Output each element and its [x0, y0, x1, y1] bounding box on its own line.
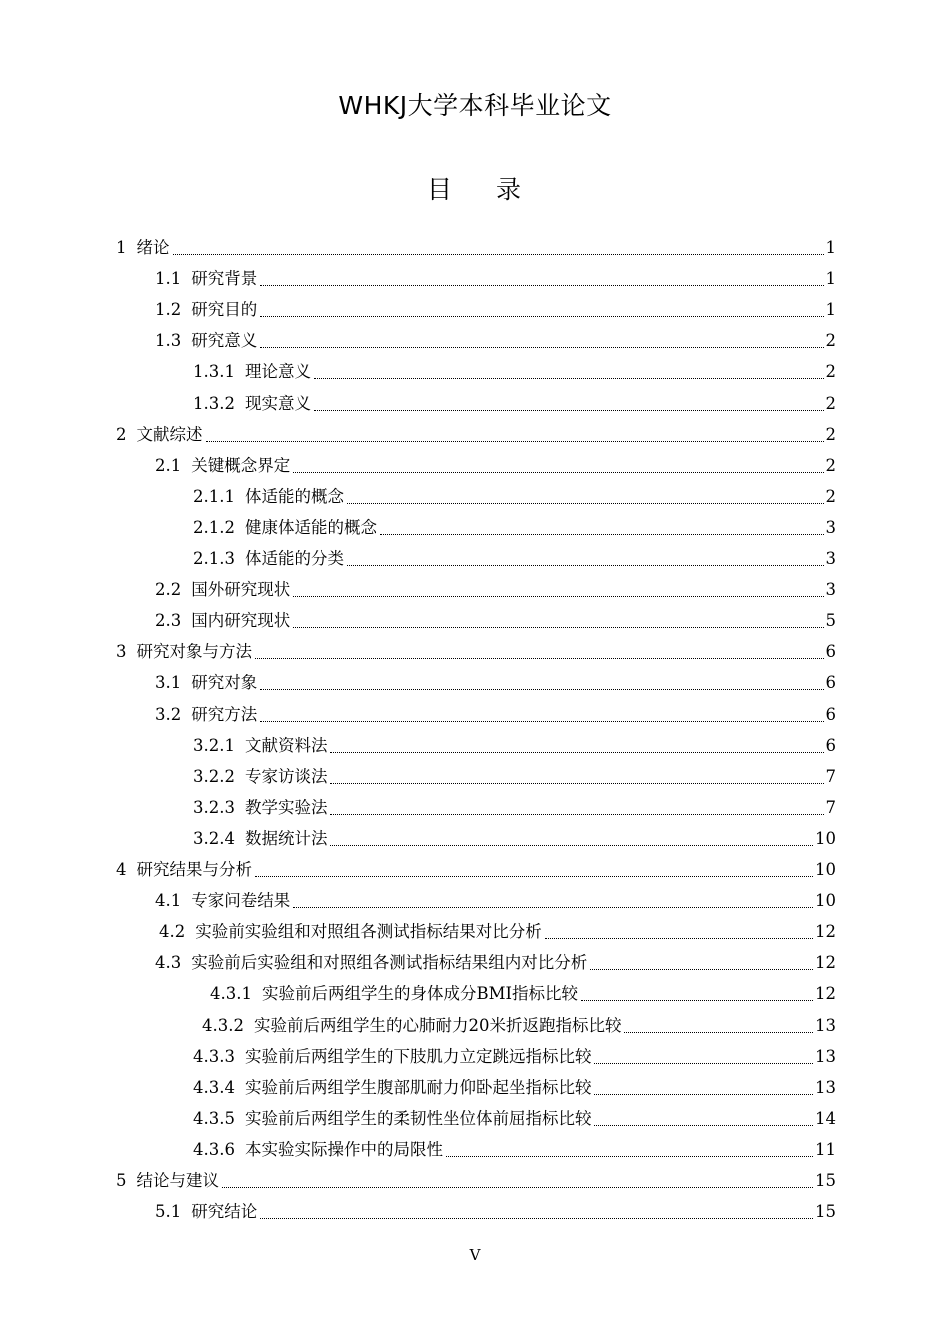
toc-entry-page: 12: [815, 922, 836, 942]
toc-entry-title: 绪论: [136, 238, 170, 257]
toc-entry-text: [155, 452, 291, 480]
toc-entry-text: [193, 483, 345, 511]
toc-entry-number: 4.3.3: [193, 1046, 235, 1066]
toc-entry-title: 研究目的: [191, 300, 258, 320]
toc-entry-text: [210, 980, 579, 1008]
toc-dot-leader: [255, 876, 813, 877]
toc-dot-leader: [260, 347, 823, 348]
toc-dot-leader: [293, 627, 823, 628]
toc-dot-leader: [594, 1094, 813, 1095]
toc-heading: [0, 170, 950, 206]
toc-entry-number: 1.2: [155, 300, 182, 320]
toc-entry-title: 文献综述: [136, 424, 203, 444]
toc-dot-leader: [260, 689, 823, 690]
toc-entry-number: 4: [116, 860, 127, 879]
toc-dot-leader: [594, 1125, 813, 1126]
toc-entry-text: [116, 1167, 220, 1195]
toc-entry-text: [159, 918, 543, 946]
toc-entry-text: [155, 949, 588, 977]
toc-dot-leader: [347, 503, 824, 504]
toc-dot-leader: [314, 378, 824, 379]
toc-dot-leader: [293, 472, 823, 473]
toc-entry-number: 2.1: [155, 455, 182, 475]
toc-entry-number: 2.3: [155, 611, 182, 631]
toc-entry-page: 5: [825, 611, 836, 631]
toc-entry-text: [193, 1136, 444, 1164]
toc-entry-number: 2.2: [155, 580, 182, 600]
toc-entry-title: 实验前后两组学生的柔韧性坐位体前屈指标比较: [244, 1108, 592, 1128]
toc-entry[interactable]: [193, 390, 836, 418]
page-header-title: WHKJ大学本科毕业论文: [338, 91, 612, 120]
toc-entry-text: [155, 1198, 258, 1226]
toc-entry-title: 体适能的概念: [244, 486, 344, 506]
toc-dot-leader: [260, 316, 823, 317]
toc-entry-page: 1: [825, 269, 836, 289]
toc-dot-leader: [206, 441, 824, 442]
toc-entry-text: [116, 421, 204, 449]
toc-entry[interactable]: [193, 358, 836, 386]
toc-entry-page: 7: [825, 797, 836, 817]
toc-entry[interactable]: [193, 794, 836, 822]
toc-entry-page: 2: [825, 486, 836, 506]
toc-entry-page: 15: [815, 1171, 836, 1190]
toc-entry-title: 结论与建议: [136, 1171, 219, 1190]
toc-entry-page: 7: [825, 766, 836, 786]
toc-entry-page: 6: [825, 704, 836, 724]
toc-entry-number: 3.2.3: [193, 797, 235, 817]
toc-entry[interactable]: [193, 1105, 836, 1133]
toc-entry-page: 13: [815, 1046, 836, 1066]
toc-entry-text: [155, 296, 258, 324]
toc-entry-page: 2: [825, 331, 836, 351]
toc-entry[interactable]: [155, 669, 836, 697]
toc-entry[interactable]: [155, 576, 836, 604]
toc-entry[interactable]: [155, 1198, 836, 1226]
toc-entry-title: 实验前后两组学生的下肢肌力立定跳远指标比较: [244, 1046, 592, 1066]
toc-entry[interactable]: [193, 514, 836, 542]
toc-entry-number: 3.1: [155, 673, 182, 693]
toc-entry[interactable]: [193, 1074, 836, 1102]
toc-entry-title: 研究结论: [191, 1202, 258, 1222]
toc-entry-title: 研究结果与分析: [136, 860, 252, 879]
toc-entry-number: 3.2.1: [193, 735, 235, 755]
toc-entry[interactable]: [155, 887, 836, 915]
toc-entry-page: 10: [815, 860, 836, 879]
toc-entry[interactable]: [155, 701, 836, 729]
toc-entry-page: 15: [815, 1202, 836, 1222]
toc-dot-leader: [293, 596, 823, 597]
toc-entry-number: 3: [116, 642, 127, 662]
toc-entry-number: 4.2: [159, 922, 186, 942]
toc-entry[interactable]: [155, 949, 836, 977]
toc-entry-text: [193, 1043, 592, 1071]
toc-dot-leader: [330, 752, 823, 753]
toc-entry-title: 专家问卷结果: [191, 891, 291, 911]
toc-heading-left: 目: [426, 175, 454, 204]
toc-entry-number: 4.3.5: [193, 1108, 235, 1128]
toc-entry-title: 本实验实际操作中的局限性: [244, 1139, 443, 1159]
toc-entry-page: 11: [815, 1139, 836, 1159]
toc-dot-leader: [330, 783, 823, 784]
toc-entry-text: [116, 638, 253, 666]
toc-entry-page: 10: [815, 828, 836, 848]
toc-entry-page: 2: [825, 393, 836, 413]
toc-entry[interactable]: [116, 1167, 836, 1195]
toc-entry-page: 1: [825, 300, 836, 320]
toc-entry[interactable]: [193, 825, 836, 853]
toc-dot-leader: [590, 969, 813, 970]
toc-entry-title: 专家访谈法: [244, 766, 328, 786]
toc-entry-page: 6: [825, 735, 836, 755]
toc-entry-number: 3.2.2: [193, 766, 235, 786]
toc-entry-page: 3: [825, 580, 836, 600]
toc-entry-page: 3: [825, 549, 836, 568]
toc-entry-text: [155, 887, 291, 915]
toc-entry-title: 研究方法: [191, 704, 258, 724]
toc-entry[interactable]: [116, 856, 836, 884]
toc-entry-title: 理论意义: [244, 362, 311, 382]
toc-entry-title: 实验前后实验组和对照组各测试指标结果组内对比分析: [191, 953, 588, 973]
toc-entry-title: 研究对象与方法: [136, 642, 252, 662]
toc-entry-text: [202, 1012, 622, 1040]
toc-entry-number: 4.3.2: [202, 1015, 244, 1035]
toc-entry-text: [155, 327, 258, 355]
toc-entry[interactable]: [193, 732, 836, 760]
toc-entry-number: 4.1: [155, 891, 182, 911]
toc-entry-page: 1: [825, 238, 836, 257]
toc-entry-title: 研究背景: [191, 269, 258, 289]
toc-entry-number: 4.3: [155, 953, 182, 973]
toc-entry-title: 国外研究现状: [191, 580, 291, 600]
toc-entry[interactable]: [210, 980, 836, 1008]
toc-entry-page: 12: [815, 953, 836, 973]
toc-entry-text: [155, 669, 258, 697]
toc-entry-title: 数据统计法: [244, 828, 328, 848]
toc-entry[interactable]: [159, 918, 836, 946]
toc-entry-text: [155, 265, 258, 293]
toc-entry[interactable]: [193, 545, 836, 573]
toc-entry-text: [193, 794, 328, 822]
toc-dot-leader: [380, 534, 824, 535]
toc-entry-page: 13: [815, 1077, 836, 1097]
toc-entry-title: 教学实验法: [244, 797, 328, 817]
toc-entry-text: [155, 576, 291, 604]
toc-entry-title: 实验前后两组学生的心肺耐力20米折返跑指标比较: [253, 1015, 622, 1035]
toc-dot-leader: [260, 285, 823, 286]
toc-entry-title: 研究对象: [191, 673, 258, 693]
toc-entry-text: [193, 358, 312, 386]
toc-dot-leader: [446, 1156, 813, 1157]
toc-entry-title: 研究意义: [191, 331, 258, 351]
toc-entry-page: 2: [825, 362, 836, 382]
toc-entry-page: 6: [825, 642, 836, 662]
toc-entry[interactable]: [155, 327, 836, 355]
toc-entry-text: [193, 732, 328, 760]
toc-entry-text: [116, 856, 253, 884]
toc-entry-title: 体适能的分类: [244, 549, 344, 568]
toc-dot-leader: [330, 814, 823, 815]
toc-entry-title: 实验前后两组学生腹部肌耐力仰卧起坐指标比较: [244, 1077, 592, 1097]
toc-entry-number: 1.1: [155, 269, 182, 289]
toc-entry-title: 实验前后两组学生的身体成分BMI指标比较: [261, 984, 579, 1004]
toc-entry-page: 6: [825, 673, 836, 693]
toc-entry[interactable]: [155, 607, 836, 635]
toc-entry[interactable]: [202, 1012, 836, 1040]
toc-entry-number: 1.3.2: [193, 393, 235, 413]
page-number: V: [469, 1246, 481, 1264]
toc-dot-leader: [222, 1187, 813, 1188]
toc-entry-number: 2.1.1: [193, 486, 235, 506]
toc-dot-leader: [347, 565, 824, 566]
toc-entry-number: 2.1.2: [193, 517, 235, 537]
toc-entry-number: 4.3.6: [193, 1139, 235, 1159]
toc-dot-leader: [545, 938, 813, 939]
toc-dot-leader: [594, 1063, 813, 1064]
toc-entry-text: [193, 763, 328, 791]
toc-dot-leader: [293, 907, 813, 908]
toc-dot-leader: [260, 721, 823, 722]
toc-entry-number: 1.3: [155, 331, 182, 351]
toc-entry[interactable]: [116, 638, 836, 666]
toc-dot-leader: [260, 1218, 813, 1219]
toc-dot-leader: [624, 1032, 813, 1033]
toc-entry[interactable]: [193, 763, 836, 791]
toc-entry-page: 12: [815, 984, 836, 1004]
toc-entry-number: 2.1.3: [193, 549, 235, 568]
toc-entry-page: 2: [825, 424, 836, 444]
toc-entry-text: [193, 825, 328, 853]
toc-entry[interactable]: [116, 234, 836, 262]
toc-entry-text: [193, 1105, 592, 1133]
toc-entry[interactable]: [116, 421, 836, 449]
toc-entry-title: 文献资料法: [244, 735, 328, 755]
toc-entry-text: [193, 1074, 592, 1102]
toc-entry[interactable]: [155, 265, 836, 293]
toc-entry-text: [116, 234, 171, 262]
toc-entry[interactable]: [193, 483, 836, 511]
toc-entry-page: 14: [815, 1108, 836, 1128]
toc-entry-title: 国内研究现状: [191, 611, 291, 631]
toc-entry-title: 关键概念界定: [191, 455, 291, 475]
toc-entry-page: 10: [815, 891, 836, 911]
toc-entry-page: 3: [825, 517, 836, 537]
toc-entry-number: 5: [116, 1171, 127, 1190]
toc-entry-text: [155, 607, 291, 635]
toc-entry-number: 2: [116, 424, 127, 444]
toc-dot-leader: [314, 410, 824, 411]
toc-entry-page: 2: [825, 455, 836, 475]
toc-dot-leader: [581, 1000, 813, 1001]
toc-dot-leader: [173, 254, 824, 255]
toc-entry-title: 实验前实验组和对照组各测试指标结果对比分析: [195, 922, 542, 942]
toc-entry-number: 5.1: [155, 1202, 182, 1222]
toc-entry-number: 4.3.1: [210, 984, 252, 1004]
toc-entry-number: 1.3.1: [193, 362, 235, 382]
toc-entry-title: 现实意义: [244, 393, 311, 413]
toc-dot-leader: [255, 658, 824, 659]
toc-entry-text: [193, 390, 312, 418]
toc-entry-number: 3.2: [155, 704, 182, 724]
toc-entry[interactable]: [155, 452, 836, 480]
toc-entry-text: [193, 545, 345, 573]
toc-entry-number: 4.3.4: [193, 1077, 235, 1097]
toc-entry-text: [193, 514, 378, 542]
toc-entry[interactable]: [193, 1043, 836, 1071]
toc-entry-number: 3.2.4: [193, 828, 235, 848]
toc-dot-leader: [330, 845, 813, 846]
toc-entry[interactable]: [193, 1136, 836, 1164]
toc-entry[interactable]: [155, 296, 836, 324]
toc-entry-page: 13: [815, 1015, 836, 1035]
toc-entry-text: [155, 701, 258, 729]
toc-entry-number: 1: [116, 238, 127, 257]
toc-heading-right: 录: [496, 175, 524, 204]
toc-entry-title: 健康体适能的概念: [244, 517, 377, 537]
